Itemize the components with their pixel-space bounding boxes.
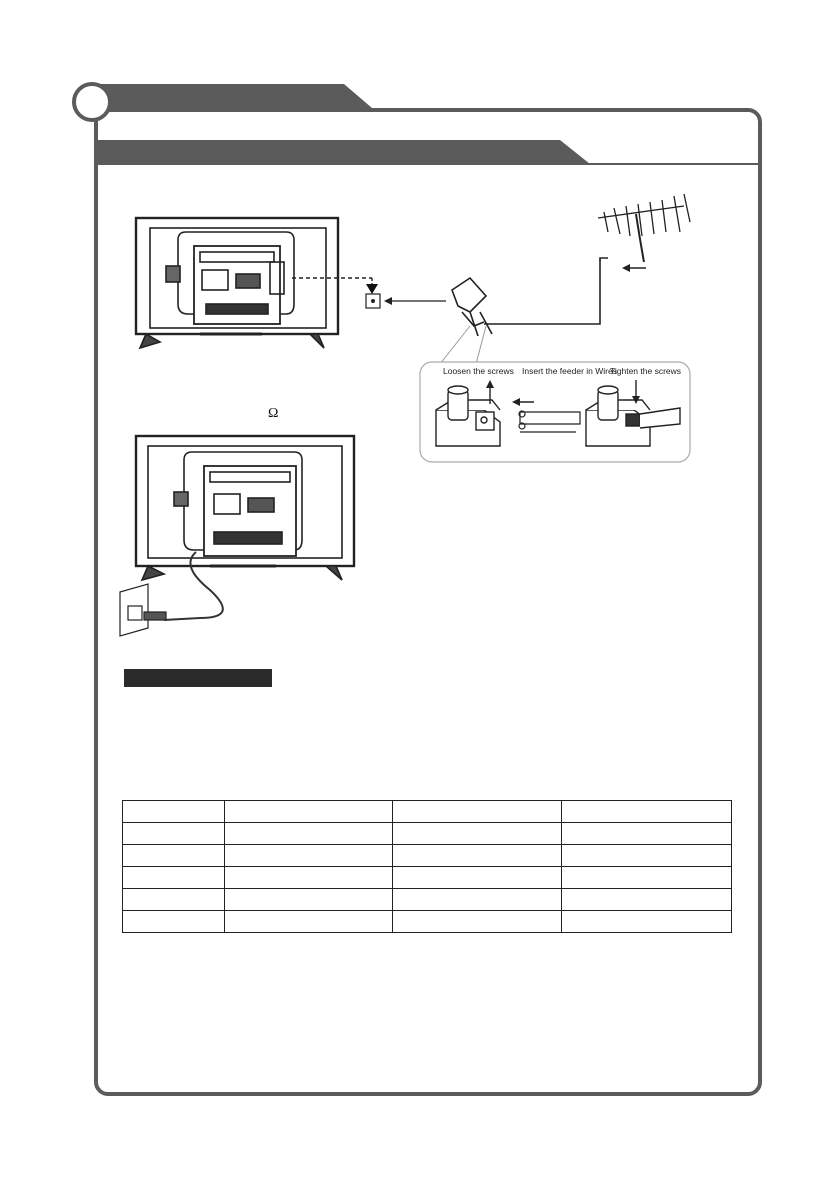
- spec-table: [122, 800, 732, 933]
- table-cell: [224, 867, 392, 889]
- table-cell: [561, 867, 731, 889]
- table-cell: [561, 801, 731, 823]
- insert-feeder-label: Insert the feeder in Wires: [522, 366, 617, 376]
- table-row: [123, 845, 732, 867]
- table-row: [123, 911, 732, 933]
- table-row: [123, 867, 732, 889]
- loosen-screws-label: Loosen the screws: [443, 366, 514, 376]
- table-cell: [123, 801, 225, 823]
- tv-back-bottom: [136, 436, 354, 580]
- table-cell: [224, 889, 392, 911]
- table-cell: [123, 845, 225, 867]
- table-cell: [123, 911, 225, 933]
- wall-outlet: [120, 584, 166, 636]
- table-cell: [224, 823, 392, 845]
- table-cell: [561, 845, 731, 867]
- table-cell: [561, 889, 731, 911]
- table-row: [123, 889, 732, 911]
- table-cell: [393, 823, 561, 845]
- table-row: [123, 823, 732, 845]
- table-cell: [393, 801, 561, 823]
- table-cell: [123, 889, 225, 911]
- table-cell: [224, 845, 392, 867]
- table-cell: [393, 889, 561, 911]
- table-cell: [393, 911, 561, 933]
- antenna-icon: [598, 194, 690, 262]
- table-row: [123, 801, 732, 823]
- table-cell: [561, 823, 731, 845]
- table-cell: [224, 911, 392, 933]
- tighten-screws-label: Tighten the screws: [610, 366, 682, 376]
- tv-back-top: [136, 218, 338, 348]
- table-cell: [393, 867, 561, 889]
- impedance-symbol: Ω: [268, 406, 279, 421]
- section-label-bar: [124, 669, 272, 687]
- table-cell: [561, 911, 731, 933]
- table-cell: [393, 845, 561, 867]
- table-cell: [123, 867, 225, 889]
- table-cell: [123, 823, 225, 845]
- table-cell: [224, 801, 392, 823]
